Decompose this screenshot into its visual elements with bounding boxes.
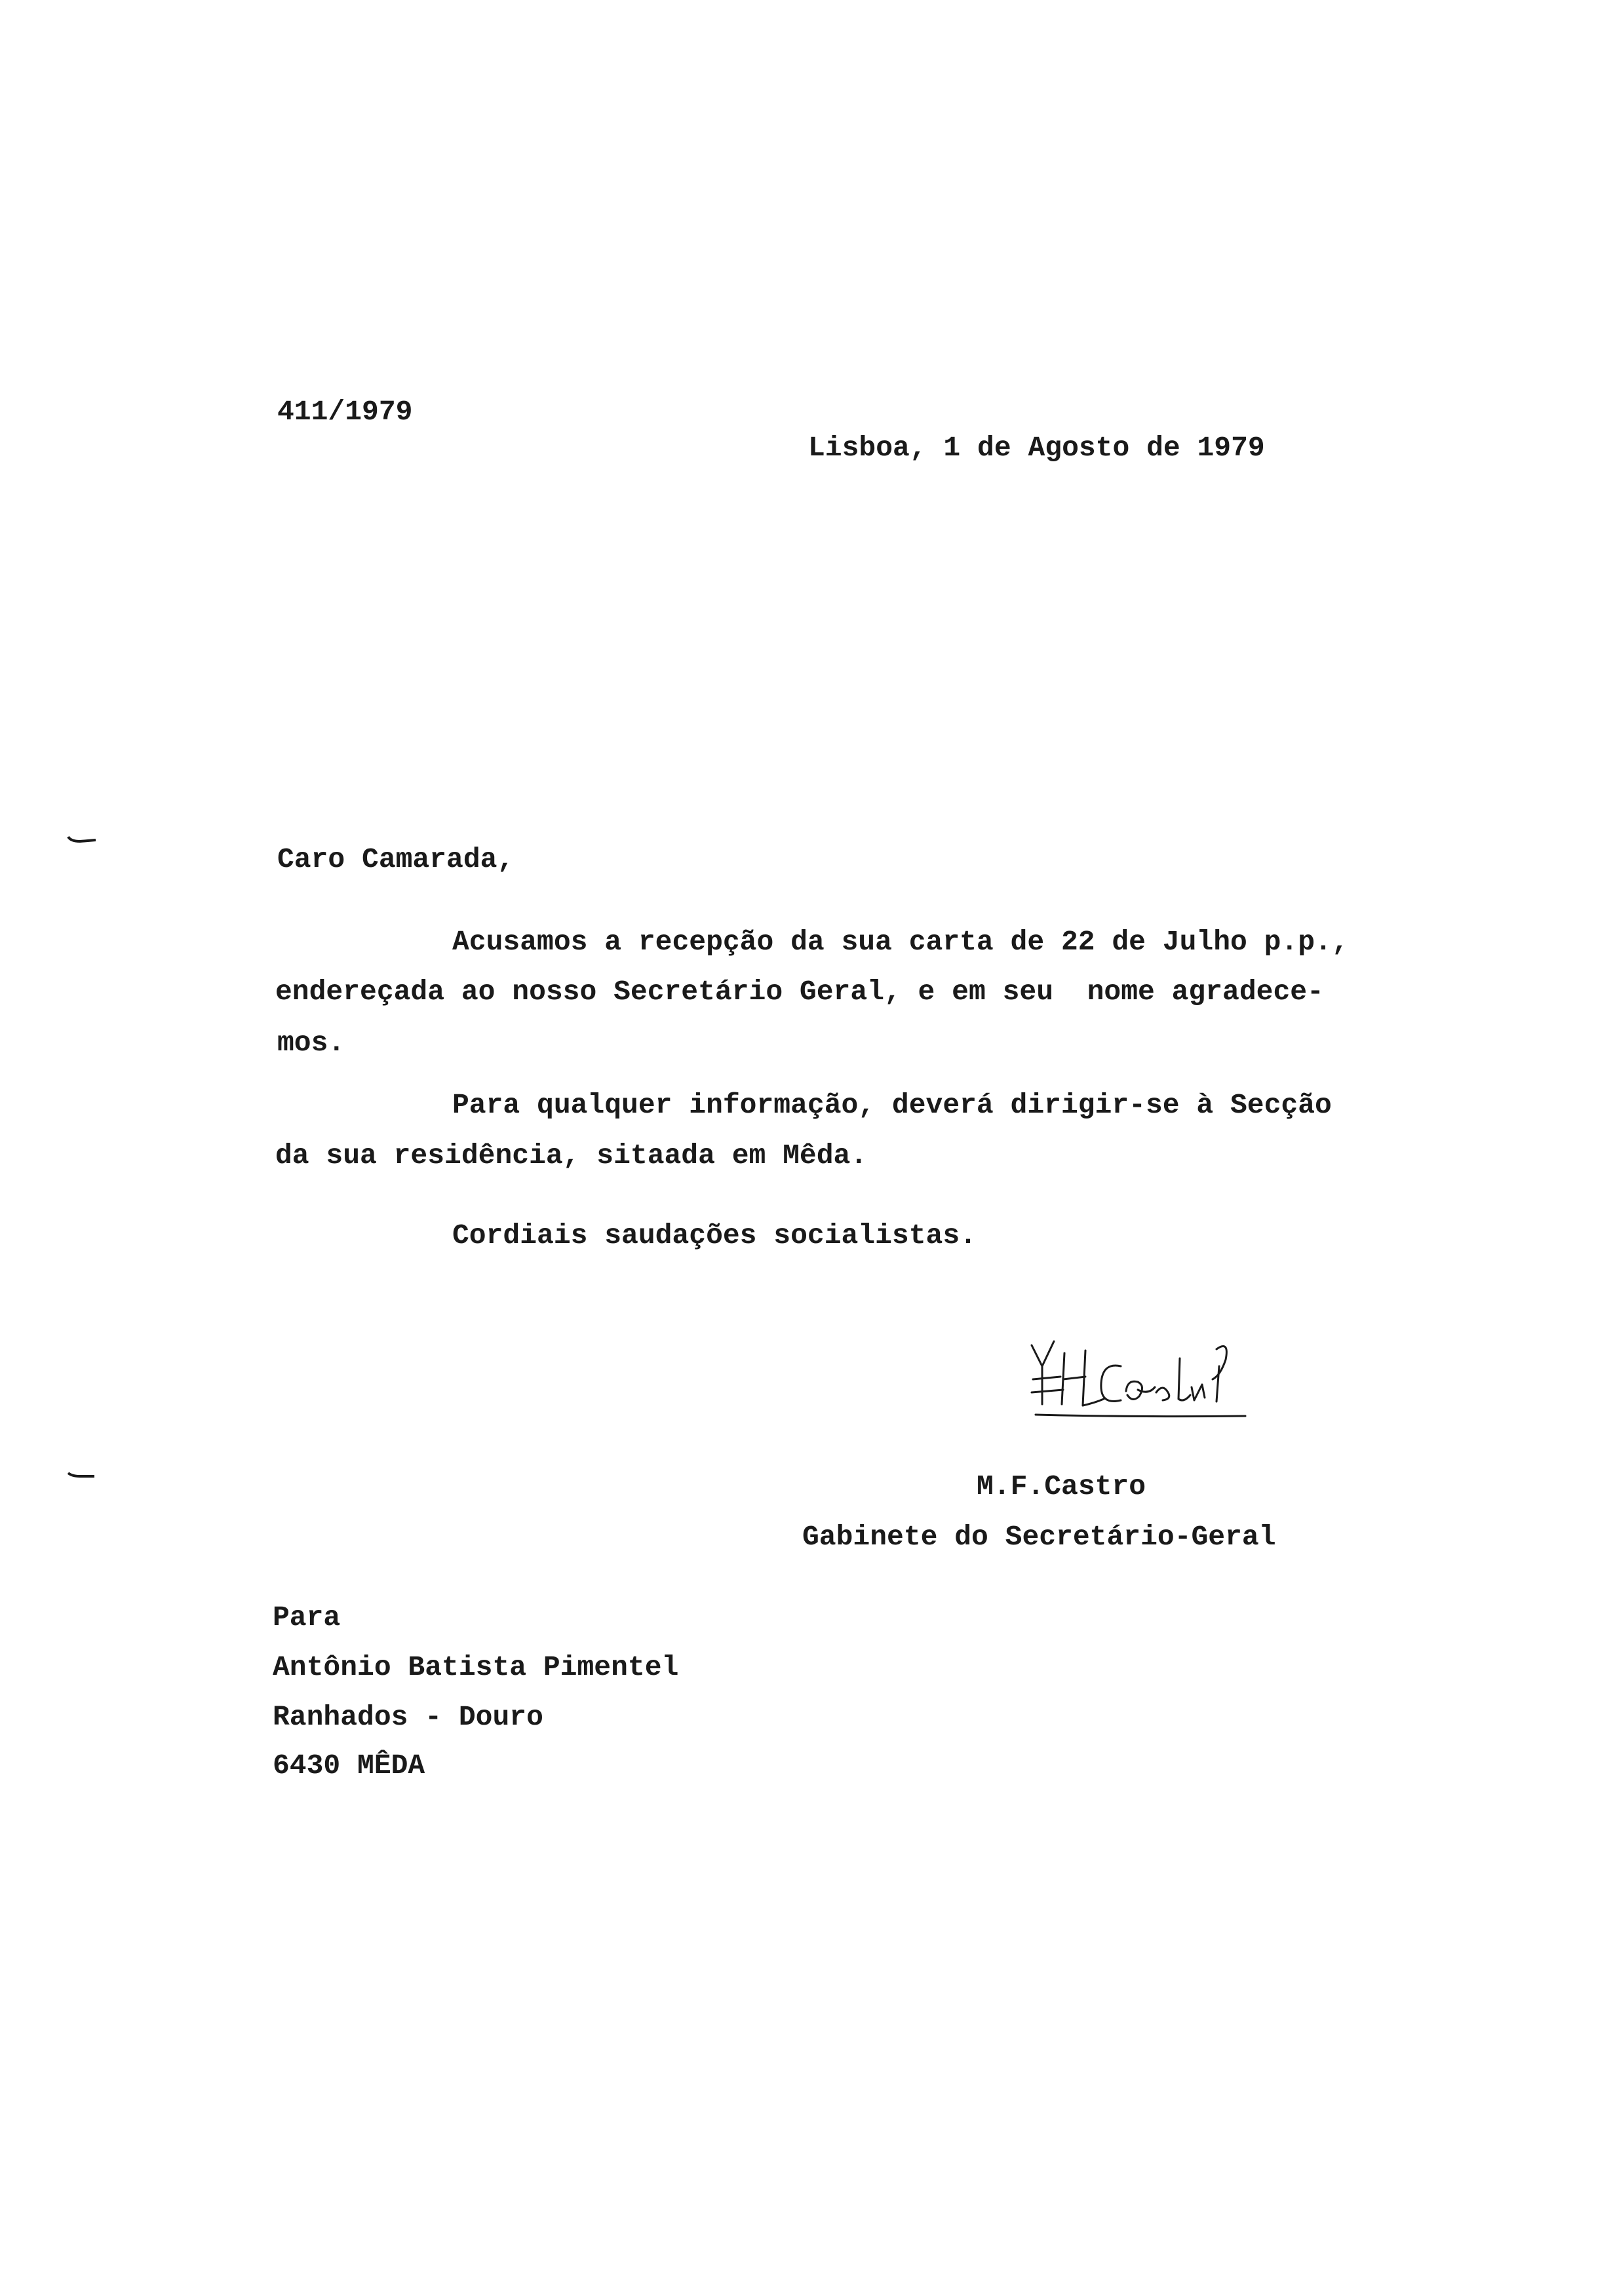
signatory-name: M.F.Castro bbox=[977, 1470, 1146, 1502]
signatory-title: Gabinete do Secretário-Geral bbox=[802, 1521, 1276, 1553]
closing-line: Cordiais saudações socialistas. bbox=[452, 1219, 977, 1252]
recipient-name: Antônio Batista Pimentel bbox=[273, 1651, 679, 1683]
punch-mark-top bbox=[66, 820, 98, 852]
recipient-address-line1: Ranhados - Douro bbox=[273, 1701, 543, 1733]
punch-mark-bottom bbox=[66, 1456, 98, 1488]
paragraph1-line1: Acusamos a recepção da sua carta de 22 de Julho p.p., bbox=[452, 926, 1349, 958]
paragraph1-line2: endereçada ao nosso Secretário Geral, e em seu nome agradece- bbox=[275, 976, 1324, 1008]
handwritten-signature bbox=[1022, 1327, 1285, 1440]
salutation: Caro Camarada, bbox=[277, 843, 515, 875]
paragraph2-line2: da sua residência, sitaada em Mêda. bbox=[275, 1139, 868, 1172]
reference-number: 411/1979 bbox=[277, 396, 413, 428]
place-date: Lisboa, 1 de Agosto de 1979 bbox=[808, 432, 1265, 464]
paragraph2-line1: Para qualquer informação, deverá dirigir-se à Secção bbox=[452, 1089, 1332, 1121]
paragraph1-line3: mos. bbox=[277, 1027, 345, 1059]
recipient-label: Para bbox=[273, 1601, 341, 1634]
recipient-address-line2: 6430 MÊDA bbox=[273, 1750, 425, 1782]
